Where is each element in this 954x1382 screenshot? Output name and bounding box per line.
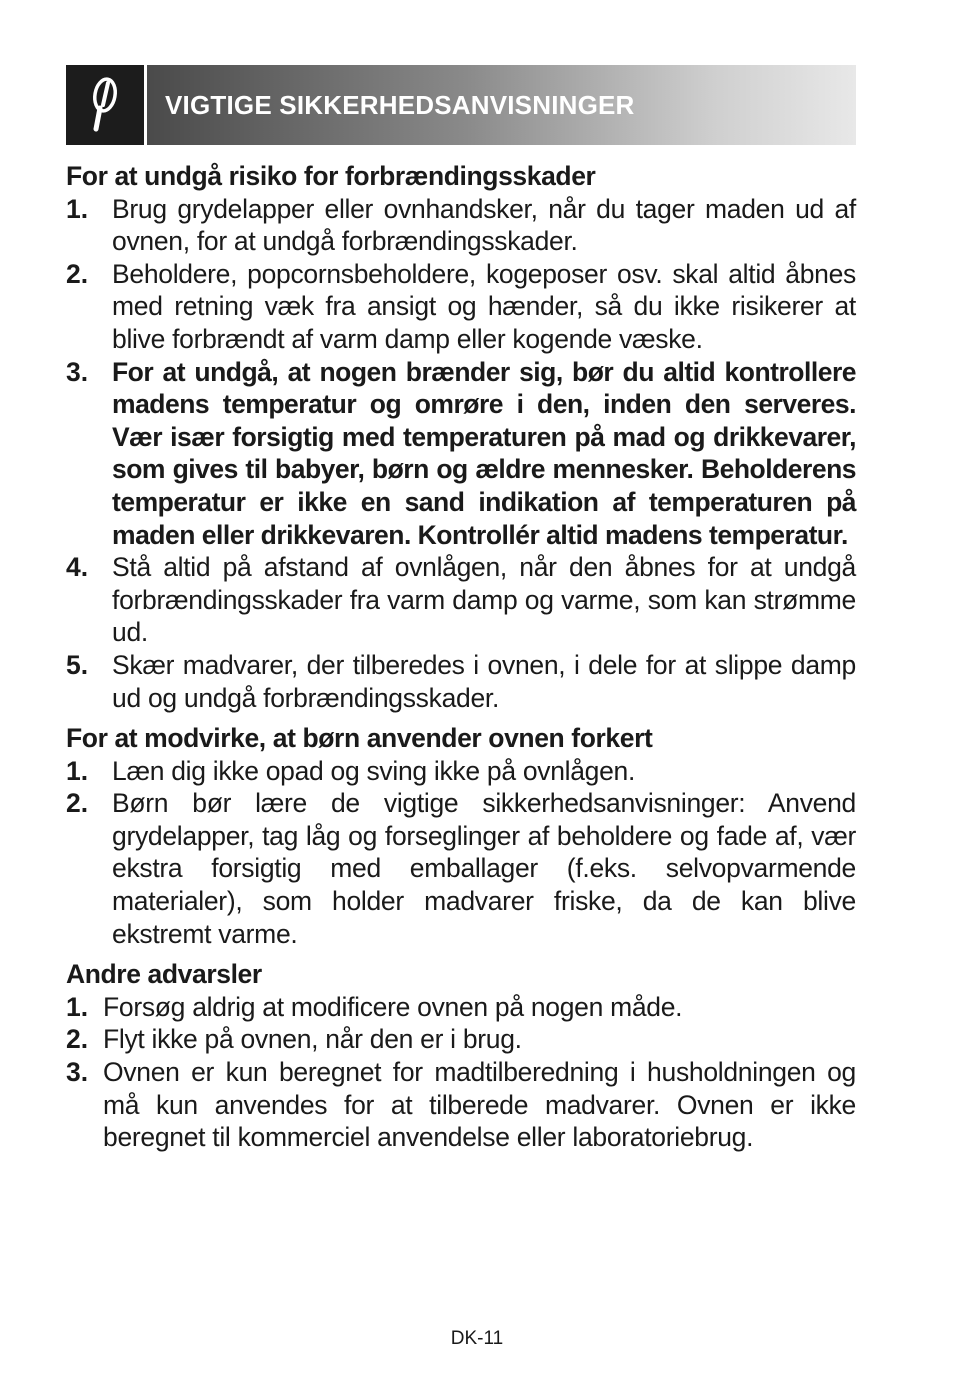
list-item xyxy=(66,258,856,356)
section-header xyxy=(66,65,856,145)
item-number: 2. xyxy=(66,1024,89,1055)
section-heading: Andre advarsler xyxy=(66,959,262,990)
item-text: Ovnen er kun beregnet for madtilberedning i husholdningen og må kun anvendes for at tilberede madvarer. Ovnen er ikke beregnet til kommerciel anvendelse eller laboratoriebrug. xyxy=(103,1057,856,1153)
list-item xyxy=(66,649,856,714)
item-number: 5. xyxy=(66,649,89,680)
item-text-emphasis: For at undgå, at nogen brænder sig, bør du altid kontrollere madens temperatur og omrøre i den, inden den serveres. Vær især forsigtig med temperaturen på mad og drikkevarer, som gives til babyer, børn og ældre mennesker. Beholderens temperatur er ikke en sand indikation af temperaturen på maden eller drikkevaren. Kontrollér altid madens temperatur. xyxy=(112,356,856,550)
list-item xyxy=(66,1056,856,1154)
item-number: 1. xyxy=(66,755,89,786)
item-number: 4. xyxy=(66,552,89,583)
item-text: Børn bør lære de vigtige sikkerhedsanvisninger: Anvend grydelapper, tag låg og forseglinger af beholdere og fade af, vær ekstra forsigtig med emballager (f.eks. selvopvarmende materialer), som holder madvarer friske, da de kan blive ekstremt varme. xyxy=(112,788,856,949)
section-heading: For at modvirke, at børn anvender ovnen forkert xyxy=(66,723,653,754)
item-number: 3. xyxy=(66,1057,89,1088)
page-number: DK-11 xyxy=(450,1328,504,1349)
header-icon-box xyxy=(66,65,144,145)
item-text: Læn dig ikke opad og sving ikke på ovnlågen. xyxy=(112,755,636,786)
list-item xyxy=(66,356,856,552)
item-list xyxy=(66,991,856,1154)
list-item xyxy=(66,787,856,950)
item-list xyxy=(66,755,856,951)
item-number: 1. xyxy=(66,991,89,1022)
main-content xyxy=(66,160,856,1154)
item-text: Flyt ikke på ovnen, når den er i brug. xyxy=(103,1024,522,1055)
header-band xyxy=(147,65,856,145)
section-other-warnings xyxy=(66,958,856,1154)
section-heading: For at undgå risiko for forbrændingsskader xyxy=(66,161,596,191)
item-text: Stå altid på afstand af ovnlågen, når den åbnes for at undgå forbrændingsskader fra varm damp og varme, som kan strømme ud. xyxy=(112,552,856,648)
item-number: 2. xyxy=(66,788,89,819)
list-item xyxy=(66,755,856,788)
item-text: Beholdere, popcornsbeholdere, kogeposer osv. skal altid åbnes med retning væk fra ansigt og hænder, så du ikke risikerer at blive forbrændt af varm damp eller kogende væske. xyxy=(112,258,856,354)
item-list xyxy=(66,193,856,715)
item-text: Forsøg aldrig at modificere ovnen på nogen måde. xyxy=(103,991,683,1022)
page-title: VIGTIGE SIKKERHEDSANVISNINGER xyxy=(165,89,635,120)
list-item xyxy=(66,1023,856,1056)
item-text: Brug grydelapper eller ovnhandsker, når du tager maden ud af ovnen, for at undgå forbrændingsskader. xyxy=(112,193,856,257)
list-item xyxy=(66,551,856,649)
section-burn-risk xyxy=(66,160,856,714)
section-children xyxy=(66,722,856,950)
item-text: Skær madvarer, der tilberedes i ovnen, i dele for at slippe damp ud og undgå forbrændingsskader. xyxy=(112,649,856,713)
warning-exclamation-icon xyxy=(85,75,125,135)
item-number: 2. xyxy=(66,258,89,289)
item-number: 1. xyxy=(66,193,89,224)
list-item xyxy=(66,991,856,1024)
list-item xyxy=(66,193,856,258)
item-number: 3. xyxy=(66,356,89,387)
